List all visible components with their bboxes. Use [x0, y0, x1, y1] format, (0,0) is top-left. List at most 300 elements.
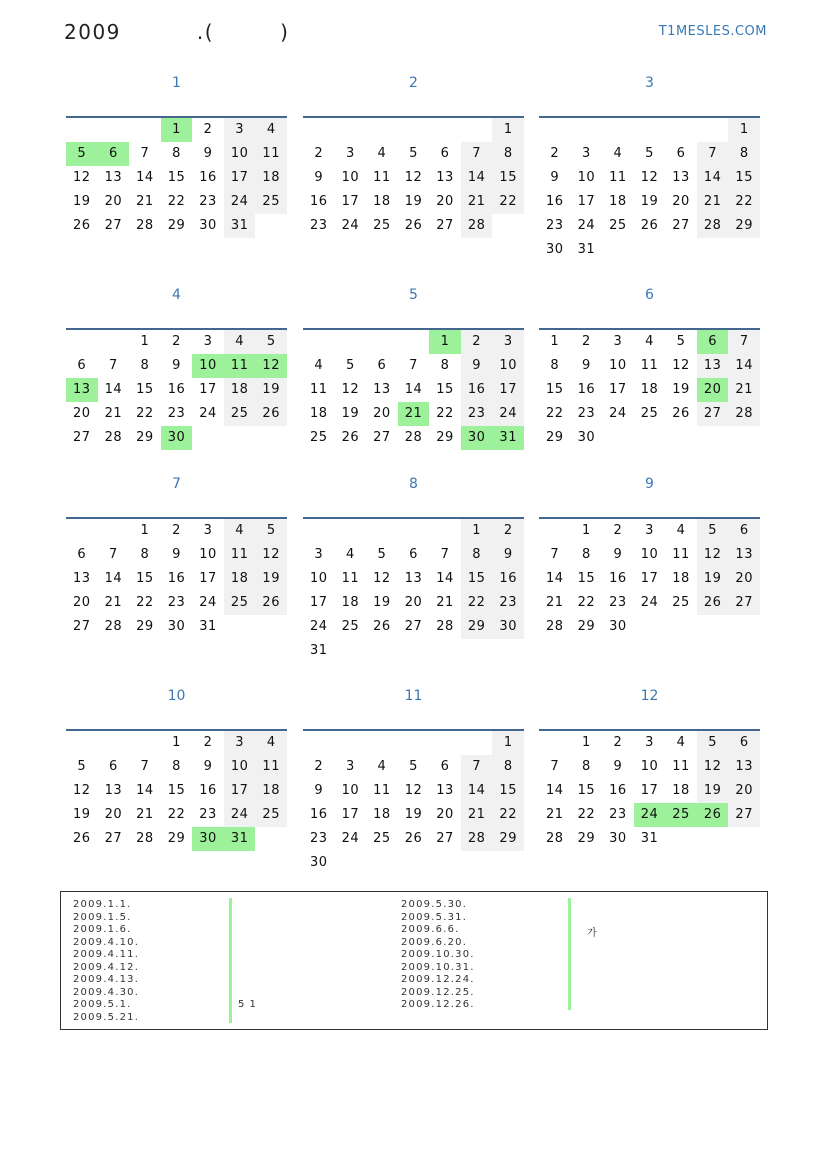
- day-cell: 9: [203, 759, 213, 774]
- day-cell: 7: [108, 547, 118, 562]
- day-cell: 15: [577, 783, 596, 798]
- day-cell: 22: [136, 406, 154, 421]
- day-cell: 30: [609, 831, 627, 846]
- day-cell: 2: [203, 735, 213, 750]
- day-cell: 17: [224, 166, 256, 190]
- month-calendar: [539, 68, 760, 262]
- day-cell: 11: [373, 783, 391, 798]
- day-cell: 18: [672, 571, 690, 586]
- empty-cell: [539, 519, 571, 543]
- day-cell: 13: [728, 755, 760, 779]
- day-cell: 19: [404, 807, 423, 822]
- day-cell: 21: [546, 595, 564, 610]
- month-grid: [303, 328, 524, 450]
- day-cell: 30: [546, 242, 564, 257]
- day-cell: 30: [609, 619, 627, 634]
- day-cell: 9: [581, 358, 591, 373]
- day-cell: 12: [697, 543, 729, 567]
- day-cell: 2: [314, 759, 324, 774]
- day-cell: 19: [255, 378, 287, 402]
- day-cell: 6: [676, 146, 686, 161]
- day-cell: 2: [613, 735, 623, 750]
- day-cell: 25: [341, 619, 360, 634]
- day-cell: 26: [404, 218, 423, 233]
- month-grid: [66, 729, 287, 851]
- day-cell: 2: [581, 334, 591, 349]
- day-cell: 4: [255, 118, 287, 142]
- day-cell: 7: [140, 759, 150, 774]
- day-cell: 19: [73, 807, 91, 822]
- day-cell: 21: [728, 378, 760, 402]
- day-cell: 3: [613, 334, 623, 349]
- holiday-day-cell: 5: [66, 142, 98, 166]
- day-cell: 3: [203, 523, 213, 538]
- holiday-day-cell: 10: [192, 354, 224, 378]
- day-cell: 3: [492, 330, 524, 354]
- day-cell: 7: [461, 142, 493, 166]
- day-cell: 1: [140, 334, 150, 349]
- day-cell: 1: [461, 519, 493, 543]
- day-cell: 10: [224, 755, 256, 779]
- day-cell: 28: [461, 214, 493, 238]
- month-calendar: [66, 681, 287, 851]
- day-cell: 18: [672, 783, 690, 798]
- day-cell: 5: [697, 731, 729, 755]
- day-cell: 28: [546, 831, 564, 846]
- day-cell: 24: [199, 595, 217, 610]
- day-cell: 22: [577, 807, 596, 822]
- day-cell: 12: [697, 755, 729, 779]
- day-cell: 4: [224, 330, 256, 354]
- legend-date: 2009.5.30.: [401, 899, 468, 910]
- day-cell: 15: [728, 166, 760, 190]
- day-cell: 11: [341, 571, 360, 586]
- day-cell: 27: [404, 619, 423, 634]
- day-cell: 6: [440, 759, 450, 774]
- month-title: 5: [409, 287, 418, 303]
- day-cell: 6: [77, 547, 87, 562]
- day-cell: 3: [345, 759, 355, 774]
- day-cell: 13: [672, 170, 690, 185]
- day-cell: 18: [373, 194, 391, 209]
- legend-date: 2009.10.31.: [401, 961, 475, 973]
- legend-date: 2009.1.1.: [73, 899, 132, 910]
- empty-cell: [602, 118, 634, 142]
- day-cell: 23: [577, 406, 596, 421]
- day-cell: 15: [136, 382, 154, 397]
- day-cell: 8: [581, 547, 591, 562]
- day-cell: 19: [341, 406, 360, 421]
- month-calendar: [303, 469, 524, 663]
- day-cell: 15: [167, 170, 186, 185]
- holiday-day-cell: 30: [461, 426, 493, 450]
- day-cell: 7: [108, 358, 118, 373]
- day-cell: 2: [492, 519, 524, 543]
- month-calendar: [66, 68, 287, 238]
- day-cell: 16: [609, 571, 627, 586]
- legend-date: 2009.5.31.: [401, 911, 468, 923]
- day-cell: 5: [345, 358, 355, 373]
- day-cell: 8: [728, 142, 760, 166]
- day-cell: 4: [314, 358, 324, 373]
- day-cell: 17: [577, 194, 596, 209]
- day-cell: 22: [461, 591, 493, 615]
- day-cell: 24: [224, 803, 256, 827]
- day-cell: 11: [255, 142, 287, 166]
- legend-date: 2009.10.30.: [401, 949, 475, 960]
- legend-date: 2009.6.20.: [401, 936, 468, 948]
- legend-note-right: 가: [587, 928, 598, 939]
- empty-cell: [634, 118, 666, 142]
- day-cell: 3: [203, 334, 213, 349]
- month-grid: [66, 517, 287, 639]
- day-cell: 12: [73, 170, 91, 185]
- month-calendar: [66, 469, 287, 639]
- day-cell: 27: [436, 831, 454, 846]
- empty-cell: [303, 519, 335, 543]
- day-cell: 16: [310, 807, 328, 822]
- day-cell: 24: [199, 406, 217, 421]
- day-cell: 24: [341, 218, 360, 233]
- day-cell: 9: [461, 354, 493, 378]
- holiday-day-cell: 6: [697, 330, 729, 354]
- legend-date: 2009.4.11.: [73, 949, 140, 960]
- day-cell: 17: [640, 783, 659, 798]
- day-cell: 28: [546, 619, 564, 634]
- day-cell: 6: [77, 358, 87, 373]
- empty-cell: [303, 731, 335, 755]
- day-cell: 4: [645, 334, 654, 349]
- day-cell: 28: [436, 619, 454, 634]
- day-cell: 26: [404, 831, 423, 846]
- day-cell: 12: [73, 783, 91, 798]
- day-cell: 25: [255, 803, 287, 827]
- day-cell: 30: [310, 855, 328, 870]
- day-cell: 28: [136, 831, 154, 846]
- day-cell: 16: [609, 783, 627, 798]
- day-cell: 5: [645, 146, 654, 161]
- day-cell: 20: [728, 779, 760, 803]
- holiday-day-cell: 30: [192, 827, 224, 851]
- day-cell: 29: [167, 831, 186, 846]
- day-cell: 13: [436, 783, 454, 798]
- day-cell: 17: [199, 382, 217, 397]
- day-cell: 14: [546, 571, 564, 586]
- day-cell: 20: [73, 595, 91, 610]
- day-cell: 14: [461, 166, 493, 190]
- day-cell: 2: [172, 334, 181, 349]
- holiday-day-cell: 12: [255, 354, 287, 378]
- day-cell: 19: [73, 194, 91, 209]
- day-cell: 7: [550, 759, 560, 774]
- day-cell: 26: [255, 402, 287, 426]
- day-cell: 14: [104, 382, 123, 397]
- empty-cell: [66, 519, 98, 543]
- day-cell: 21: [461, 190, 493, 214]
- day-cell: 7: [461, 755, 493, 779]
- day-cell: 7: [440, 547, 450, 562]
- holiday-day-cell: 24: [634, 803, 666, 827]
- empty-cell: [66, 330, 98, 354]
- day-cell: 21: [104, 595, 123, 610]
- day-cell: 12: [341, 382, 360, 397]
- day-cell: 29: [728, 214, 760, 238]
- day-cell: 14: [136, 783, 154, 798]
- holiday-day-cell: 31: [224, 827, 256, 851]
- day-cell: 22: [436, 406, 454, 421]
- day-cell: 8: [581, 759, 591, 774]
- day-cell: 27: [104, 218, 123, 233]
- holiday-day-cell: 26: [697, 803, 729, 827]
- day-cell: 30: [199, 218, 217, 233]
- day-cell: 9: [613, 759, 623, 774]
- day-cell: 13: [73, 571, 91, 586]
- day-cell: 3: [314, 547, 324, 562]
- holiday-day-cell: 30: [161, 426, 193, 450]
- day-cell: 11: [609, 170, 627, 185]
- day-cell: 11: [672, 759, 690, 774]
- day-cell: 15: [546, 382, 564, 397]
- day-cell: 21: [136, 807, 154, 822]
- month-title: 4: [172, 287, 181, 303]
- day-cell: 31: [199, 619, 217, 634]
- day-cell: 22: [167, 807, 186, 822]
- legend-date: 2009.1.6.: [73, 924, 132, 935]
- day-cell: 11: [255, 755, 287, 779]
- day-cell: 7: [140, 146, 150, 161]
- legend-date: 2009.4.13.: [73, 974, 140, 985]
- legend-date: 2009.12.25.: [401, 986, 475, 998]
- month-grid: [539, 328, 760, 450]
- holiday-day-cell: 1: [429, 330, 461, 354]
- month-grid: [66, 328, 287, 450]
- day-cell: 6: [108, 759, 118, 774]
- day-cell: 15: [436, 382, 454, 397]
- day-cell: 25: [640, 406, 659, 421]
- day-cell: 6: [377, 358, 387, 373]
- day-cell: 4: [255, 731, 287, 755]
- empty-cell: [335, 519, 367, 543]
- day-cell: 14: [461, 779, 493, 803]
- month-title: 3: [645, 75, 654, 91]
- day-cell: 20: [373, 406, 391, 421]
- empty-cell: [398, 731, 430, 755]
- day-cell: 26: [73, 831, 91, 846]
- day-cell: 5: [377, 547, 387, 562]
- month-calendar: [303, 280, 524, 450]
- day-cell: 4: [676, 735, 686, 750]
- month-grid: [539, 517, 760, 639]
- day-cell: 1: [140, 523, 150, 538]
- day-cell: 11: [373, 170, 391, 185]
- day-cell: 21: [461, 803, 493, 827]
- day-cell: 13: [404, 571, 423, 586]
- day-cell: 17: [640, 571, 659, 586]
- day-cell: 15: [136, 571, 154, 586]
- day-cell: 15: [492, 166, 524, 190]
- legend-left-bar: [229, 898, 232, 1023]
- day-cell: 12: [640, 170, 659, 185]
- empty-cell: [461, 118, 493, 142]
- day-cell: 16: [492, 567, 524, 591]
- day-cell: 7: [409, 358, 418, 373]
- day-cell: 22: [492, 803, 524, 827]
- day-cell: 27: [373, 430, 391, 445]
- month-calendar: [303, 681, 524, 875]
- legend-left-dates: [73, 899, 139, 1024]
- month-title: 2: [409, 75, 418, 91]
- day-cell: 14: [546, 783, 564, 798]
- legend-date: 2009.1.5.: [73, 911, 132, 923]
- legend-note-left: 5 1: [238, 999, 257, 1010]
- day-cell: 31: [640, 831, 659, 846]
- day-cell: 27: [728, 803, 760, 827]
- empty-cell: [129, 118, 161, 142]
- day-cell: 5: [697, 519, 729, 543]
- day-cell: 26: [73, 218, 91, 233]
- day-cell: 15: [577, 571, 596, 586]
- day-cell: 9: [172, 547, 181, 562]
- day-cell: 25: [373, 218, 391, 233]
- month-calendar: [66, 280, 287, 450]
- day-cell: 18: [341, 595, 360, 610]
- day-cell: 3: [645, 735, 654, 750]
- day-cell: 23: [310, 218, 328, 233]
- day-cell: 9: [492, 543, 524, 567]
- title-suffix-left: .(: [196, 20, 215, 44]
- day-cell: 6: [409, 547, 418, 562]
- month-title: 6: [645, 287, 654, 303]
- day-cell: 12: [404, 783, 423, 798]
- legend-date: 2009.4.12.: [73, 961, 140, 973]
- day-cell: 23: [546, 218, 564, 233]
- day-cell: 29: [577, 831, 596, 846]
- day-cell: 17: [492, 378, 524, 402]
- day-cell: 18: [224, 567, 256, 591]
- legend-date: 2009.5.21.: [73, 1011, 140, 1023]
- day-cell: 5: [409, 759, 418, 774]
- day-cell: 8: [172, 146, 181, 161]
- day-cell: 16: [461, 378, 493, 402]
- day-cell: 12: [373, 571, 391, 586]
- day-cell: 4: [224, 519, 256, 543]
- day-cell: 9: [314, 783, 324, 798]
- day-cell: 28: [404, 430, 423, 445]
- day-cell: 8: [492, 755, 524, 779]
- day-cell: 22: [492, 190, 524, 214]
- day-cell: 9: [314, 170, 324, 185]
- day-cell: 13: [697, 354, 729, 378]
- day-cell: 27: [672, 218, 690, 233]
- legend-date: 2009.4.30.: [73, 986, 140, 998]
- day-cell: 17: [224, 779, 256, 803]
- day-cell: 7: [697, 142, 729, 166]
- empty-cell: [571, 118, 603, 142]
- day-cell: 3: [345, 146, 355, 161]
- day-cell: 18: [373, 807, 391, 822]
- day-cell: 26: [373, 619, 391, 634]
- legend-right-bar: [568, 898, 571, 1010]
- day-cell: 24: [609, 406, 627, 421]
- day-cell: 14: [436, 571, 454, 586]
- day-cell: 15: [461, 567, 493, 591]
- day-cell: 22: [728, 190, 760, 214]
- day-cell: 24: [224, 190, 256, 214]
- empty-cell: [66, 118, 98, 142]
- day-cell: 18: [609, 194, 627, 209]
- day-cell: 28: [104, 619, 123, 634]
- day-cell: 10: [640, 759, 659, 774]
- day-cell: 25: [672, 595, 690, 610]
- month-calendar: [303, 68, 524, 238]
- empty-cell: [98, 330, 130, 354]
- day-cell: 10: [310, 571, 328, 586]
- day-cell: 28: [697, 214, 729, 238]
- month-title: 7: [172, 476, 181, 492]
- site-link[interactable]: T1MESLES.COM: [658, 24, 767, 39]
- month-title: 12: [640, 688, 659, 704]
- day-cell: 11: [310, 382, 328, 397]
- month-title: 1: [172, 75, 181, 91]
- day-cell: 5: [255, 330, 287, 354]
- day-cell: 2: [314, 146, 324, 161]
- day-cell: 13: [373, 382, 391, 397]
- day-cell: 10: [199, 547, 217, 562]
- day-cell: 25: [310, 430, 328, 445]
- day-cell: 2: [461, 330, 493, 354]
- day-cell: 28: [728, 402, 760, 426]
- day-cell: 26: [341, 430, 360, 445]
- day-cell: 27: [728, 591, 760, 615]
- day-cell: 25: [224, 591, 256, 615]
- month-title: 10: [167, 688, 186, 704]
- day-cell: 13: [728, 543, 760, 567]
- day-cell: 29: [167, 218, 186, 233]
- empty-cell: [665, 118, 697, 142]
- month-title: 9: [645, 476, 654, 492]
- day-cell: 22: [577, 595, 596, 610]
- day-cell: 26: [672, 406, 690, 421]
- empty-cell: [366, 731, 398, 755]
- day-cell: 18: [310, 406, 328, 421]
- day-cell: 15: [492, 779, 524, 803]
- day-cell: 4: [377, 146, 387, 161]
- day-cell: 1: [550, 334, 560, 349]
- empty-cell: [98, 731, 130, 755]
- day-cell: 28: [104, 430, 123, 445]
- legend-date: 2009.12.26.: [401, 999, 475, 1010]
- day-cell: 16: [546, 194, 564, 209]
- day-cell: 5: [77, 759, 87, 774]
- day-cell: 23: [199, 807, 217, 822]
- day-cell: 16: [199, 783, 217, 798]
- empty-cell: [66, 731, 98, 755]
- day-cell: 19: [373, 595, 391, 610]
- day-cell: 15: [167, 783, 186, 798]
- empty-cell: [697, 118, 729, 142]
- day-cell: 30: [167, 619, 186, 634]
- day-cell: 23: [167, 406, 186, 421]
- month-grid: [303, 729, 524, 875]
- day-cell: 22: [546, 406, 564, 421]
- day-cell: 8: [140, 547, 150, 562]
- day-cell: 8: [440, 358, 450, 373]
- day-cell: 27: [436, 218, 454, 233]
- day-cell: 16: [199, 170, 217, 185]
- day-cell: 2: [203, 122, 213, 137]
- day-cell: 12: [255, 543, 287, 567]
- day-cell: 7: [550, 547, 560, 562]
